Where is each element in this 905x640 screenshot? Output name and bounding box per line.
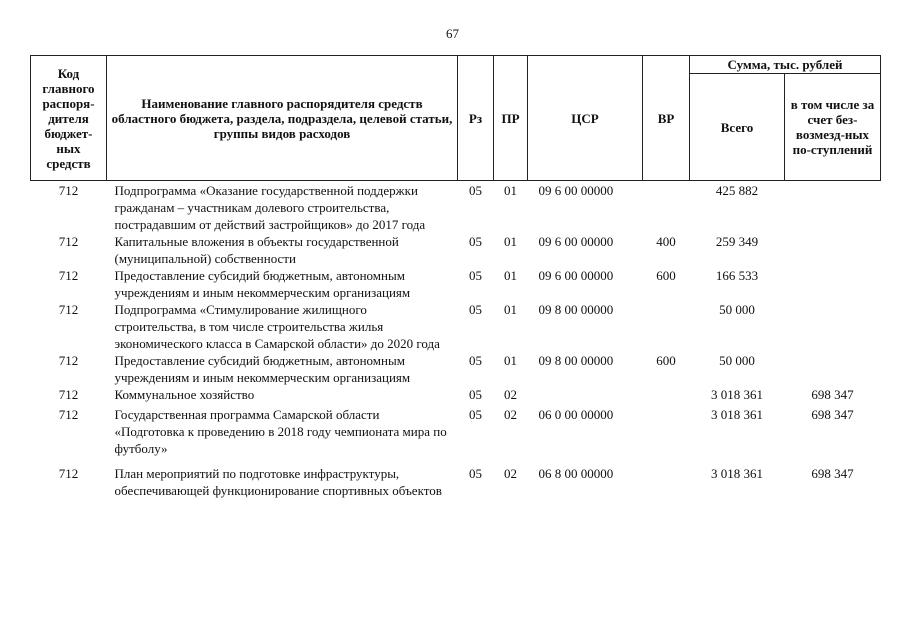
- cell-gratuitous: 698 347: [811, 407, 854, 422]
- cell-gratuitous: 698 347: [811, 466, 854, 481]
- cell-vr: [643, 403, 690, 457]
- cell-rz: 05: [469, 387, 482, 402]
- cell-pr: 01: [504, 183, 517, 198]
- header-vr: ВР: [643, 56, 690, 181]
- cell-name: Предоставление субсидий бюджетным, автономным учреждениям и иным некоммерческим организациям: [114, 353, 411, 385]
- cell-rz: 05: [469, 407, 482, 422]
- cell-gratuitous: 698 347: [811, 387, 854, 402]
- cell-pr: 02: [504, 407, 517, 422]
- cell-gratuitous: [785, 267, 881, 301]
- cell-name: План мероприятий по подготовке инфраструктуры, обеспечивающей функционирование спортивных объектов: [114, 466, 442, 498]
- table-row: [31, 267, 881, 301]
- cell-code: 712: [58, 302, 79, 317]
- cell-pr: 02: [504, 466, 517, 481]
- budget-table: [30, 55, 881, 499]
- cell-rz: 05: [469, 302, 482, 317]
- cell-total: 3 018 361: [711, 407, 763, 422]
- header-csr: ЦСР: [528, 56, 643, 181]
- cell-total: 3 018 361: [711, 387, 763, 402]
- cell-pr: 01: [504, 302, 517, 317]
- cell-pr: 01: [504, 268, 517, 283]
- cell-pr: 01: [504, 234, 517, 249]
- cell-code: 712: [58, 234, 79, 249]
- cell-vr: 600: [656, 353, 676, 368]
- cell-code: 712: [58, 268, 79, 283]
- cell-total: 259 349: [715, 234, 759, 249]
- cell-rz: 05: [469, 183, 482, 198]
- table-row: [31, 181, 881, 234]
- table-row: [31, 403, 881, 457]
- cell-name: Капитальные вложения в объекты государственной (муниципальной) собственности: [114, 234, 399, 266]
- cell-name: Подпрограмма «Оказание государственной поддержки гражданам – участникам долевого строительства, пострадавшим от действий застройщиков» до 2017 года: [114, 183, 426, 232]
- cell-gratuitous: [785, 233, 881, 267]
- cell-gratuitous: [785, 181, 881, 234]
- cell-csr: 06 0 00 00000: [538, 407, 614, 422]
- cell-name: Предоставление субсидий бюджетным, автономным учреждениям и иным некоммерческим организациям: [114, 268, 411, 300]
- cell-gratuitous: [785, 301, 881, 352]
- cell-rz: 05: [469, 466, 482, 481]
- cell-csr: 06 8 00 00000: [538, 466, 614, 481]
- cell-code: 712: [58, 466, 79, 481]
- cell-name: Подпрограмма «Стимулирование жилищного строительства, в том числе строительства жилья экономического класса в Самарской области» до 2020 года: [114, 302, 440, 351]
- table-row: [31, 233, 881, 267]
- header-name: Наименование главного распорядителя средств областного бюджета, раздела, подраздела, целевой статьи, группы видов расходов: [107, 56, 458, 181]
- cell-csr: 09 8 00 00000: [538, 302, 614, 317]
- cell-gratuitous: [785, 352, 881, 386]
- table-row: [31, 386, 881, 403]
- cell-total: 166 533: [715, 268, 759, 283]
- cell-csr: [528, 386, 643, 403]
- cell-vr: [643, 386, 690, 403]
- cell-total: 3 018 361: [711, 466, 763, 481]
- cell-csr: 09 8 00 00000: [538, 353, 614, 368]
- table-row: [31, 457, 881, 499]
- cell-vr: 600: [656, 268, 676, 283]
- cell-vr: [643, 181, 690, 234]
- cell-total: 50 000: [719, 302, 755, 317]
- table-row: [31, 352, 881, 386]
- page-number: 67: [446, 26, 459, 41]
- header-sum: Сумма, тыс. рублей: [690, 56, 881, 74]
- cell-vr: [643, 457, 690, 499]
- header-gratuitous: в том числе за счет без-возмезд-ных по-ступлений: [785, 74, 881, 181]
- cell-rz: 05: [469, 234, 482, 249]
- table-row: [31, 301, 881, 352]
- cell-vr: 400: [656, 234, 676, 249]
- cell-total: 425 882: [715, 183, 759, 198]
- cell-code: 712: [58, 183, 79, 198]
- cell-csr: 09 6 00 00000: [538, 268, 614, 283]
- cell-name: Государственная программа Самарской области «Подготовка к проведению в 2018 году чемпионата мира по футболу»: [114, 407, 447, 456]
- header-code: Код главного распоря-дителя бюджет-ных средств: [31, 56, 107, 181]
- cell-csr: 09 6 00 00000: [538, 183, 614, 198]
- cell-csr: 09 6 00 00000: [538, 234, 614, 249]
- cell-code: 712: [58, 353, 79, 368]
- header-total: Всего: [690, 74, 785, 181]
- header-rz: Рз: [458, 56, 494, 181]
- cell-rz: 05: [469, 268, 482, 283]
- cell-rz: 05: [469, 353, 482, 368]
- cell-vr: [643, 301, 690, 352]
- cell-name: Коммунальное хозяйство: [114, 387, 255, 402]
- cell-pr: 02: [504, 387, 517, 402]
- header-pr: ПР: [494, 56, 528, 181]
- cell-total: 50 000: [719, 353, 755, 368]
- cell-code: 712: [58, 387, 79, 402]
- cell-code: 712: [58, 407, 79, 422]
- cell-pr: 01: [504, 353, 517, 368]
